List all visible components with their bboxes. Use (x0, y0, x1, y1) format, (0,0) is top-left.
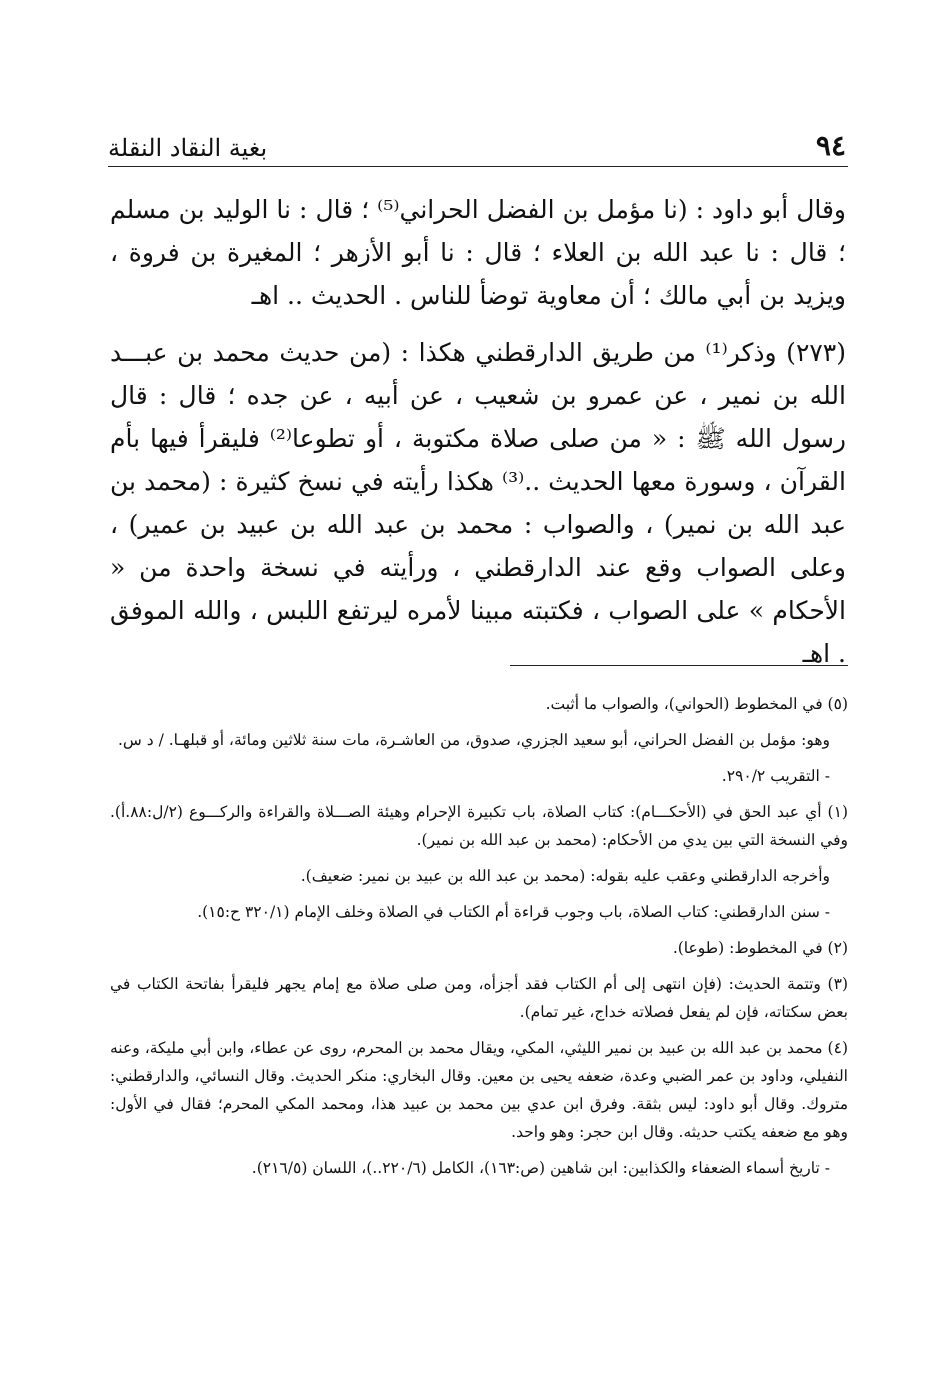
main-text (110, 188, 846, 675)
footnote-4: (٤) محمد بن عبد الله بن عبيد بن نمير الليثي، المكي، ويقال محمد بن المحرم، روى عن عطاء، وابن أبي مليكة، وعنه النفيلي، وداود بن عمر الضبي وعدة، ضعفه يحيى بن معين. وقال البخاري: منكر الحديث. وقال النسائي، والدارقطني: متروك. وقال أبو داود: ليس بثقة. وفرق ابن عدي بين محمد بن عبيد هذا، ومحمد المكي المحرم؛ فقال في الأول: وهو مع ضعفه يكتب حديثه. وقال ابن حجر: وهو واحد. (110, 1039, 848, 1141)
footnotes (110, 690, 848, 1190)
book-title: بغية النقاد النقلة (108, 134, 268, 162)
footnote-3: (٣) وتتمة الحديث: (فإن انتهى إلى أم الكتاب فقد أجزأه، ومن صلى صلاة مع إمام يجهر فليقرأ بفاتحة الكتاب في بعض سكتاته، فإن لم يفعل فصلاته خداج، غير تمام). (110, 975, 848, 1021)
footnote-1-detail: وأخرجه الدارقطني وعقب عليه بقوله: (محمد بن عبد الله بن عبيد بن نمير: ضعيف). (300, 867, 830, 885)
footnote-2: (٢) في المخطوط: (طوعا). (672, 939, 848, 957)
footnote-1: (١) أي عبد الحق في (الأحكـــام): كتاب الصلاة، باب تكبيرة الإحرام وهيئة الصـــلاة والقراءة والركـــوع (٢/ل:٨٨.أ). وفي النسخة التي بين يدي من الأحكام: (محمد بن عبد الله بن نمير). (110, 803, 848, 849)
footnote-divider (510, 665, 848, 666)
paragraph-abu-dawud: وقال أبو داود : (نا مؤمل بن الفضل الحراني⁽⁵⁾ ؛ قال : نا الوليد بن مسلم ؛ قال : نا عبد الله بن العلاء ؛ قال : نا أبو الأزهر ؛ المغيرة بن فروة ، ويزيد بن أبي مالك ؛ أن معاوية توضأ للناس . الحديث .. اهـ (110, 195, 846, 310)
footnote-5-source: - التقريب ٢٩٠/٢. (721, 767, 830, 785)
paragraph-273: (٢٧٣) وذكر⁽¹⁾ من طريق الدارقطني هكذا : (من حديث محمد بن عبـــد الله بن نمير ، عن عمرو بن شعيب ، عن أبيه ، عن جده ؛ قال : قال رسول الله ﷺ : « من صلى صلاة مكتوبة ، أو تطوعا⁽²⁾ فليقرأ فيها بأم القرآن ، وسورة معها الحديث ..⁽³⁾ هكذا رأيته في نسخ كثيرة : (محمد بن عبد الله بن نمير) ، والصواب : محمد بن عبد الله بن عبيد بن عمير) ، وعلى الصواب وقع عند الدارقطني ، ورأيته في نسخة واحدة من « الأحكام » على الصواب ، فكتبته مبينا لأمره ليرتفع اللبس ، والله الموفق . اهـ (110, 338, 846, 668)
footnote-4-source: - تاريخ أسماء الضعفاء والكذابين: ابن شاهين (ص:١٦٣)، الكامل (٢٢٠/٦..)، اللسان (٢١٦/٥). (251, 1159, 830, 1177)
footnote-5: (٥) في المخطوط (الحواني)، والصواب ما أثبت. (545, 695, 848, 713)
header-divider (108, 166, 848, 167)
footnote-1-source: - سنن الدارقطني: كتاب الصلاة، باب وجوب قراءة أم الكتاب في الصلاة وخلف الإمام (٣٢٠/١ ح:١٥). (197, 903, 830, 921)
footnote-5-detail: وهو: مؤمل بن الفضل الحراني، أبو سعيد الجزري، صدوق، من العاشـرة، مات سنة ثلاثين ومائة، أو قبلهـا. / د س. (117, 731, 830, 749)
running-header (108, 118, 846, 162)
page-number: ٩٤ (815, 129, 846, 162)
